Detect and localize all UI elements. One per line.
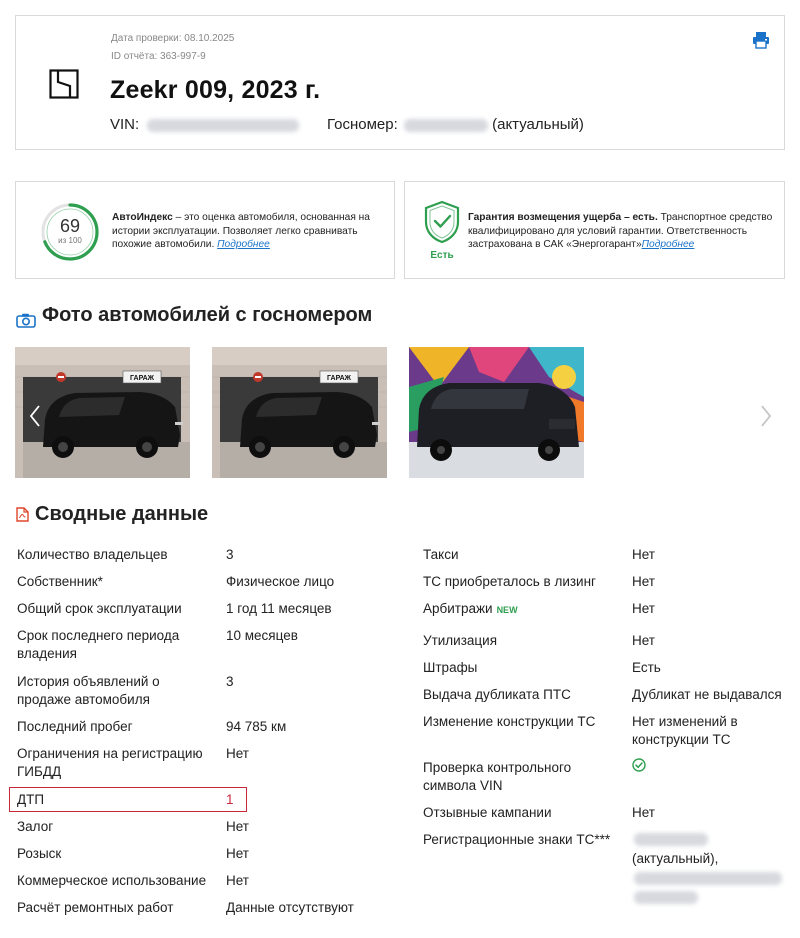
taxi-label: Такси bbox=[423, 547, 459, 562]
brand-logo-icon bbox=[49, 69, 79, 99]
plate-label: Госномер: bbox=[327, 116, 398, 133]
owners-count-label: Количество владельцев bbox=[17, 547, 168, 562]
arbitration-label bbox=[423, 600, 623, 619]
plate-status: (актуальный) bbox=[492, 116, 584, 133]
recycling-value: Нет bbox=[632, 633, 655, 648]
ads-history-value: 3 bbox=[226, 674, 234, 689]
usage-period-value: 1 год 11 месяцев bbox=[226, 601, 332, 616]
plate-current-redacted bbox=[634, 833, 708, 846]
autoindex-more-link[interactable]: Подробнее bbox=[217, 239, 270, 250]
last-ownership-label: Срок последнего периода владения bbox=[17, 628, 180, 661]
new-badge: NEW bbox=[496, 605, 518, 615]
fines-label: Штрафы bbox=[423, 660, 478, 675]
construction-change-label: Изменение конструкции ТС bbox=[423, 714, 596, 729]
summary-section-title: Сводные данные bbox=[35, 503, 209, 525]
autoindex-description: – это оценка автомобиля, основанная на истории эксплуатации. Позволяет легко сравнивать похожие автомобили. bbox=[112, 212, 370, 250]
accidents-value: 1 bbox=[226, 792, 234, 807]
pledge-label: Залог bbox=[17, 819, 54, 834]
photos-section-title: Фото автомобилей с госномером bbox=[42, 304, 373, 326]
owner-type-label: Собственник* bbox=[17, 574, 103, 589]
mileage-label: Последний пробег bbox=[17, 719, 133, 734]
plates-label: Регистрационные знаки ТС*** bbox=[423, 832, 611, 847]
construction-change-value: Нет изменений в конструкции ТС bbox=[632, 714, 738, 747]
vin-label: VIN: bbox=[110, 116, 140, 133]
guarantee-badge: Есть bbox=[430, 250, 454, 261]
wanted-value: Нет bbox=[226, 846, 249, 861]
commercial-use-value: Нет bbox=[226, 873, 249, 888]
guarantee-description: Транспортное средство квалифицировано для условий гарантии. Ответственность застрахована в САК «Энергогарант» bbox=[468, 212, 773, 250]
owner-type-value: Физическое лицо bbox=[226, 574, 335, 589]
guarantee-title: Гарантия возмещения ущерба – есть. bbox=[468, 212, 658, 223]
photos-prev-arrow-icon[interactable] bbox=[29, 404, 41, 428]
leasing-value: Нет bbox=[632, 574, 655, 589]
taxi-value: Нет bbox=[632, 547, 655, 562]
accidents-label: ДТП bbox=[17, 792, 45, 807]
car-photo-2[interactable] bbox=[212, 347, 387, 478]
arbitration-value: Нет bbox=[632, 601, 655, 616]
vin-check-label: Проверка контрольного символа VIN bbox=[423, 760, 572, 793]
plate-history-redacted-2 bbox=[634, 891, 698, 904]
last-ownership-value: 10 месяцев bbox=[226, 628, 298, 643]
wanted-label: Розыск bbox=[17, 846, 62, 861]
autoindex-text bbox=[112, 211, 382, 252]
camera-icon bbox=[16, 313, 36, 328]
registration-restrictions-label: Ограничения на регистрацию ГИБДД bbox=[17, 746, 203, 779]
plate-row bbox=[327, 116, 584, 133]
owners-count-value: 3 bbox=[226, 547, 234, 562]
repair-calc-value: Данные отсутствуют bbox=[226, 900, 354, 915]
mileage-value: 94 785 км bbox=[226, 719, 287, 734]
plate-redacted bbox=[404, 119, 488, 132]
plates-value: (актуальный), bbox=[632, 851, 719, 866]
pledge-value: Нет bbox=[226, 819, 249, 834]
pts-duplicate-value: Дубликат не выдавался bbox=[632, 687, 782, 702]
autoindex-score-sub: из 100 bbox=[58, 236, 82, 245]
autoindex-card bbox=[15, 181, 395, 279]
leasing-label: ТС приобреталось в лизинг bbox=[423, 574, 596, 589]
vin-redacted bbox=[147, 119, 299, 132]
recall-value: Нет bbox=[632, 805, 655, 820]
report-header-card bbox=[15, 15, 785, 150]
report-id: ID отчёта: 363-997-9 bbox=[111, 51, 206, 62]
plate-history-redacted-1 bbox=[634, 872, 782, 885]
recycling-label: Утилизация bbox=[423, 633, 497, 648]
check-date: Дата проверки: 08.10.2025 bbox=[111, 33, 235, 44]
garage-sign-1: ГАРАЖ bbox=[129, 375, 155, 382]
car-title: Zeekr 009, 2023 г. bbox=[110, 76, 321, 104]
photos-next-arrow-icon[interactable] bbox=[760, 404, 772, 428]
commercial-use-label: Коммерческое использование bbox=[17, 873, 207, 888]
repair-calc-label: Расчёт ремонтных работ bbox=[17, 900, 174, 915]
car-photo-1-image bbox=[15, 347, 190, 478]
guarantee-text bbox=[468, 211, 773, 252]
autoindex-title: АвтоИндекс bbox=[112, 212, 173, 223]
arbitration-label-text: Арбитражи bbox=[423, 601, 493, 616]
car-photo-2-image bbox=[212, 347, 387, 478]
car-photo-3-image bbox=[409, 347, 584, 478]
pts-duplicate-label: Выдача дубликата ПТС bbox=[423, 687, 571, 702]
document-icon bbox=[16, 507, 29, 522]
vin-row bbox=[110, 116, 299, 133]
ads-history-label: История объявлений о продаже автомобиля bbox=[17, 674, 160, 707]
shield-check-icon bbox=[423, 200, 461, 244]
garage-sign-2: ГАРАЖ bbox=[326, 375, 352, 382]
car-photo-3[interactable] bbox=[409, 347, 584, 478]
check-circle-icon bbox=[632, 758, 646, 772]
print-icon[interactable] bbox=[752, 31, 770, 49]
car-photo-1[interactable] bbox=[15, 347, 190, 478]
guarantee-more-link[interactable]: Подробнее bbox=[641, 239, 695, 250]
recall-label: Отзывные кампании bbox=[423, 805, 552, 820]
registration-restrictions-value: Нет bbox=[226, 746, 249, 761]
fines-value: Есть bbox=[632, 660, 661, 675]
usage-period-label: Общий срок эксплуатации bbox=[17, 601, 182, 616]
guarantee-card bbox=[404, 181, 785, 279]
autoindex-score: 69 bbox=[59, 216, 81, 236]
